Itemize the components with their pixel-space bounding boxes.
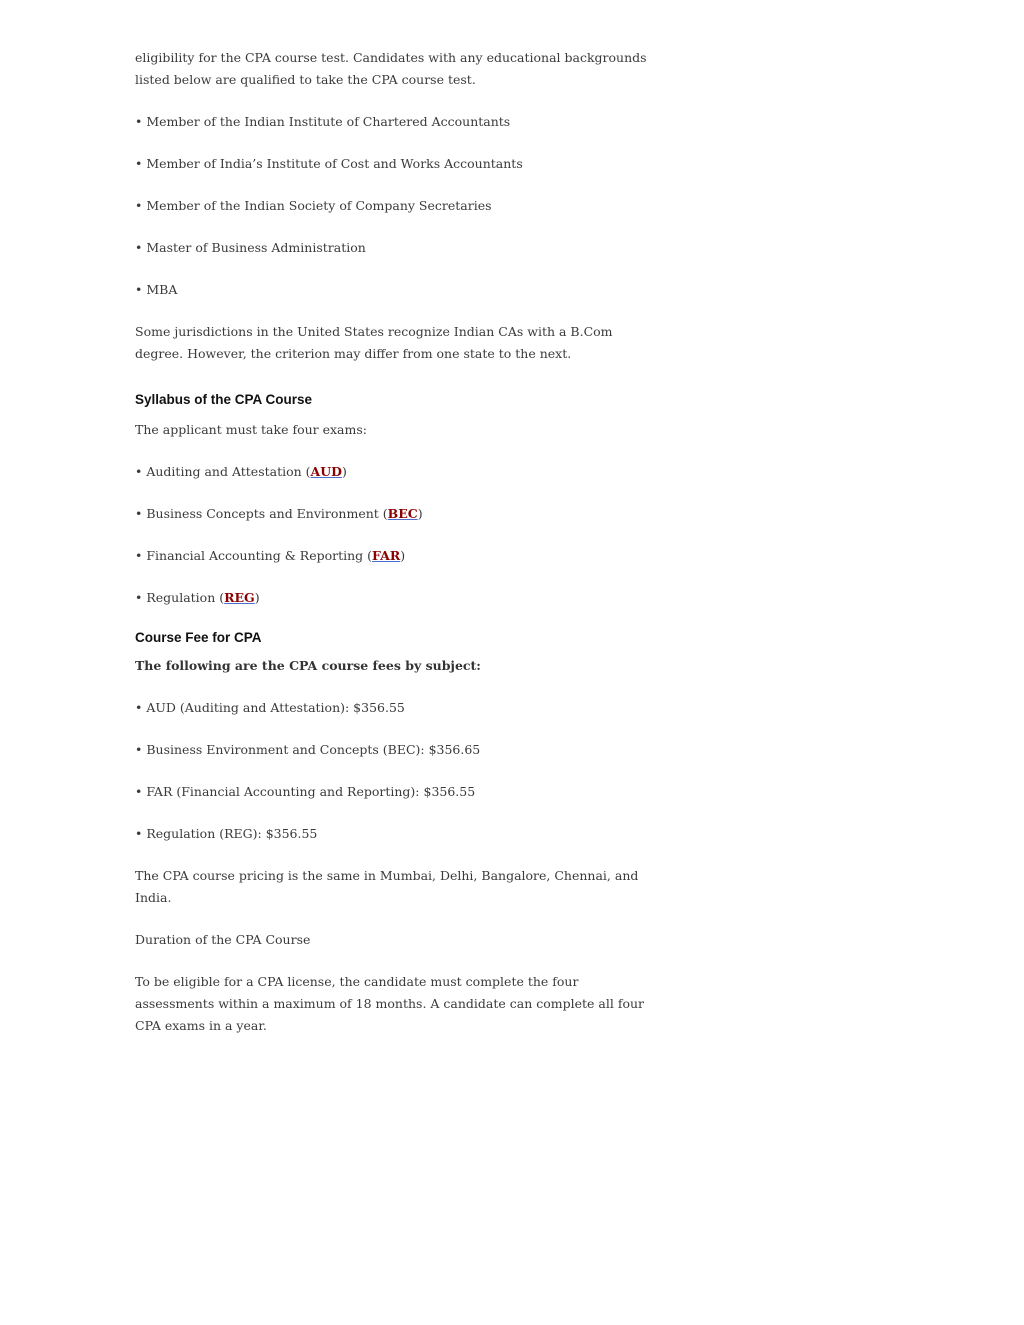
fee-item: • AUD (Auditing and Attestation): $356.55 bbox=[135, 700, 405, 715]
eligibility-item: • MBA bbox=[135, 282, 178, 297]
exam-item-reg bbox=[135, 587, 655, 609]
exam-item-suffix: ) bbox=[254, 590, 260, 605]
syllabus-heading: Syllabus of the CPA Course bbox=[135, 392, 313, 407]
exam-item-suffix: ) bbox=[342, 464, 347, 479]
exam-item-bec bbox=[135, 503, 655, 525]
exam-item-suffix: ) bbox=[400, 548, 406, 563]
fees-lead: The following are the CPA course fees by subject: bbox=[135, 658, 481, 673]
duration-label: Duration of the CPA Course bbox=[135, 932, 311, 947]
exam-item-aud bbox=[135, 461, 655, 483]
fees-heading: Course Fee for CPA bbox=[135, 630, 262, 645]
eligibility-item: • Member of the Indian Society of Company Secretaries bbox=[135, 198, 492, 213]
eligibility-item: • Master of Business Administration bbox=[135, 240, 366, 255]
jurisdiction-paragraph: Some jurisdictions in the United States recognize Indian CAs with a B.Com degree. However, the criterion may differ from one state to the next. bbox=[135, 324, 613, 361]
exam-item-text: • Auditing and Attestation ( bbox=[135, 464, 311, 479]
fee-item: • FAR (Financial Accounting and Reporting): $356.55 bbox=[135, 784, 476, 799]
exam-link-far[interactable]: FAR bbox=[372, 548, 401, 563]
eligibility-item: • Member of the Indian Institute of Chartered Accountants bbox=[135, 114, 511, 129]
exam-item-text: • Business Concepts and Environment ( bbox=[135, 506, 388, 521]
article-body bbox=[135, 47, 655, 1037]
pricing-paragraph: The CPA course pricing is the same in Mumbai, Delhi, Bangalore, Chennai, and India. bbox=[135, 868, 639, 905]
fee-item: • Regulation (REG): $356.55 bbox=[135, 826, 318, 841]
exam-link-aud[interactable]: AUD bbox=[310, 464, 342, 479]
fee-item: • Business Environment and Concepts (BEC): $356.65 bbox=[135, 742, 481, 757]
exam-link-reg[interactable]: REG bbox=[224, 590, 255, 605]
exam-item-far bbox=[135, 545, 655, 567]
syllabus-lead: The applicant must take four exams: bbox=[135, 422, 367, 437]
eligibility-item: • Member of India’s Institute of Cost and Works Accountants bbox=[135, 156, 523, 171]
exam-link-bec[interactable]: BEC bbox=[387, 506, 418, 521]
intro-paragraph: eligibility for the CPA course test. Candidates with any educational backgrounds listed below are qualified to take the CPA course test. bbox=[135, 50, 647, 87]
duration-paragraph: To be eligible for a CPA license, the candidate must complete the four assessments within a maximum of 18 months. A candidate can complete all four CPA exams in a year. bbox=[135, 974, 644, 1033]
exam-item-text: • Financial Accounting & Reporting ( bbox=[135, 548, 373, 563]
exam-item-suffix: ) bbox=[417, 506, 423, 521]
exam-item-text: • Regulation ( bbox=[135, 590, 225, 605]
